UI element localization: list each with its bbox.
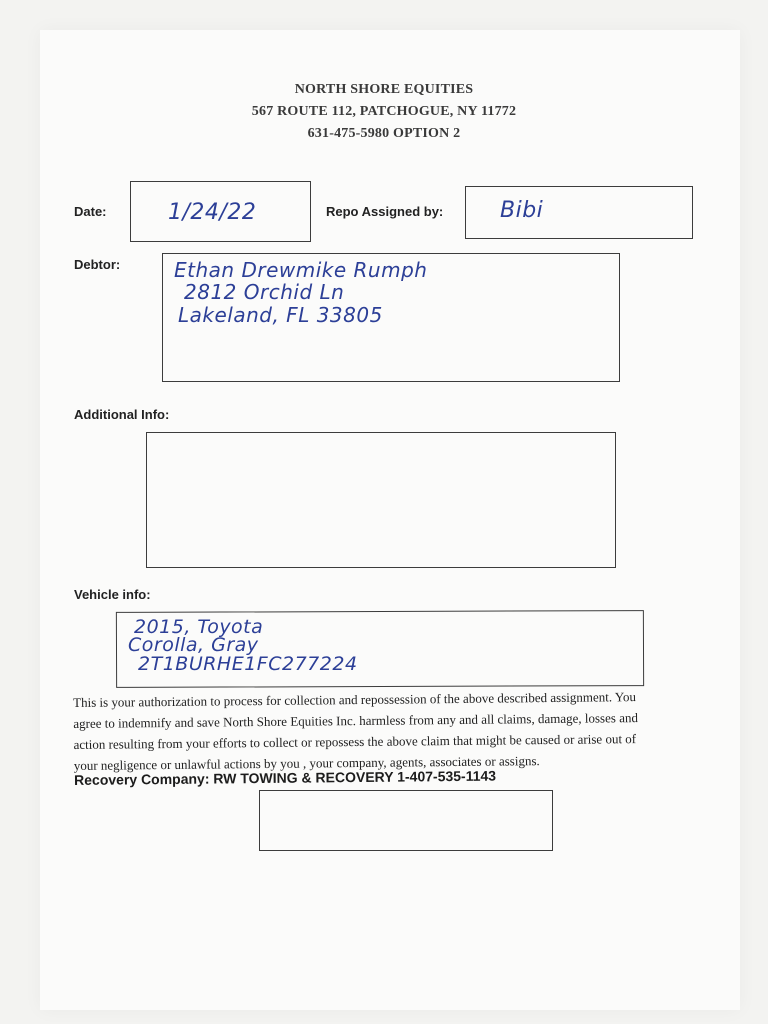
repo-assigned-label: Repo Assigned by: <box>326 204 444 219</box>
additional-info-field[interactable] <box>146 432 616 568</box>
recovery-signature-field[interactable] <box>259 790 553 851</box>
date-value: 1/24/22 <box>168 200 257 225</box>
company-address: 567 ROUTE 112, PATCHOGUE, NY 11772 <box>251 104 517 119</box>
debtor-label: Debtor: <box>74 257 121 272</box>
authorization-line: action resulting from your efforts to collect or repossess the above claim that might be caused or arise out of <box>73 731 637 752</box>
company-name: NORTH SHORE EQUITIES <box>294 82 474 97</box>
vehicle-line: 2015, Toyota <box>134 616 264 638</box>
recovery-company-value: RW TOWING & RECOVERY 1-407-535-1143 <box>213 767 497 787</box>
debtor-line: 2812 Orchid Ln <box>184 280 345 304</box>
vehicle-line: 2T1BURHE1FC277224 <box>138 653 358 675</box>
recovery-company-label: Recovery Company: <box>74 770 210 788</box>
authorization-line: This is your authorization to process for collection and repossession of the above described assignment. You <box>73 689 637 710</box>
repo-assigned-value: Bibi <box>500 198 544 223</box>
authorization-line: agree to indemnify and save North Shore Equities Inc. harmless from any and all claims, damage, losses and <box>73 710 639 731</box>
additional-info-label: Additional Info: <box>74 407 170 422</box>
company-phone: 631-475-5980 OPTION 2 <box>307 126 461 141</box>
debtor-line: Lakeland, FL 33805 <box>178 303 383 327</box>
vehicle-info-label: Vehicle info: <box>74 587 151 602</box>
authorization-line: your negligence or unlawful actions by you , your company, agents, associates or assigns. <box>73 753 540 773</box>
vehicle-line: Corolla, Gray <box>128 634 259 656</box>
authorization-text <box>73 686 674 776</box>
debtor-line: Ethan Drewmike Rumph <box>174 258 428 282</box>
date-label: Date: <box>74 204 107 219</box>
